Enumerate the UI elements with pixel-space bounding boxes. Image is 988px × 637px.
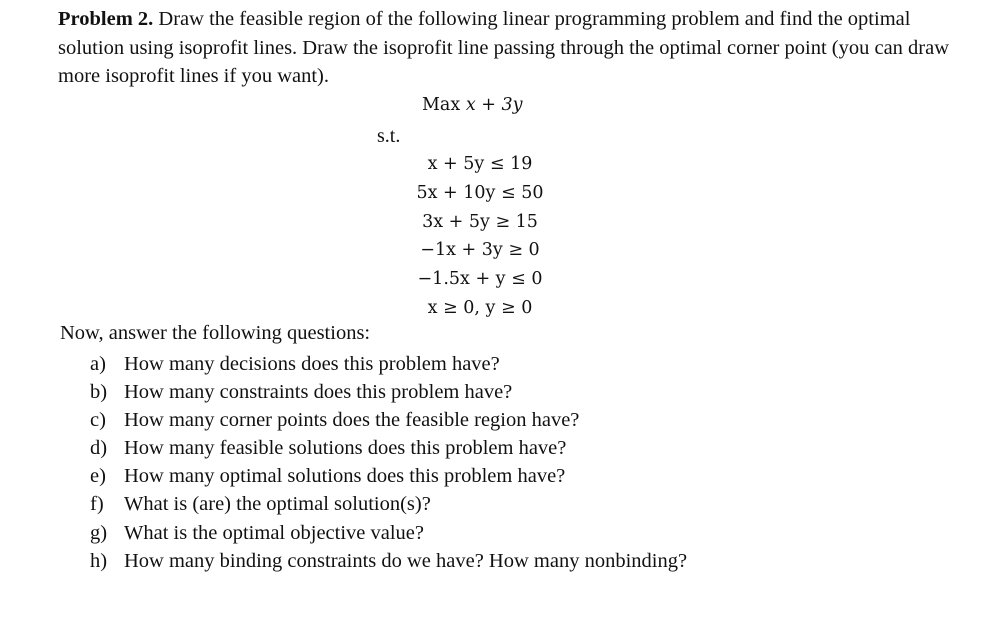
- question-text: How many decisions does this problem have?: [124, 353, 500, 375]
- question-marker: e): [90, 465, 106, 488]
- subject-to-label: s.t.: [377, 125, 401, 147]
- question-text: What is the optimal objective value?: [124, 521, 424, 544]
- constraint-1: x + 5y ≤ 19: [427, 154, 533, 174]
- constraint-2: 5x + 10y ≤ 50: [416, 182, 544, 203]
- question-text: How many optimal solutions does this problem have?: [124, 465, 566, 488]
- problem-text: Draw the feasible region of the following linear programming problem and find the optimal solution using isoprofit lines. Draw the isoprofit line passing through the optimal corner point (you can draw more isoprofit lines if you want).: [58, 8, 950, 87]
- problem-label: Problem 2.: [58, 8, 154, 30]
- question-marker: h): [90, 549, 108, 572]
- question-marker: a): [90, 353, 106, 375]
- question-text: How many binding constraints do we have? How many nonbinding?: [124, 549, 688, 572]
- constraint-5: −1.5x + y ≤ 0: [417, 269, 543, 290]
- question-text: How many corner points does the feasible region have?: [124, 409, 580, 432]
- constraint-list: [395, 150, 565, 323]
- objective-function: [422, 95, 523, 115]
- question-marker: f): [90, 493, 104, 516]
- question-marker: g): [90, 521, 108, 544]
- constraint-3: 3x + 5y ≥ 15: [422, 211, 538, 232]
- question-text: How many constraints does this problem have?: [124, 381, 513, 404]
- question-text: What is (are) the optimal solution(s)?: [124, 493, 431, 516]
- constraint-4: −1x + 3y ≥ 0: [420, 240, 540, 261]
- question-marker: d): [90, 437, 108, 460]
- objective-expression: x + 3y: [465, 95, 523, 115]
- questions-heading: Now, answer the following questions:: [60, 322, 371, 344]
- problem-statement: [58, 5, 958, 91]
- question-marker: b): [90, 381, 108, 404]
- objective-keyword: Max: [422, 95, 461, 115]
- nonnegativity-constraint: x ≥ 0, y ≥ 0: [427, 297, 533, 318]
- question-text: How many feasible solutions does this problem have?: [124, 437, 567, 460]
- question-marker: c): [90, 409, 106, 432]
